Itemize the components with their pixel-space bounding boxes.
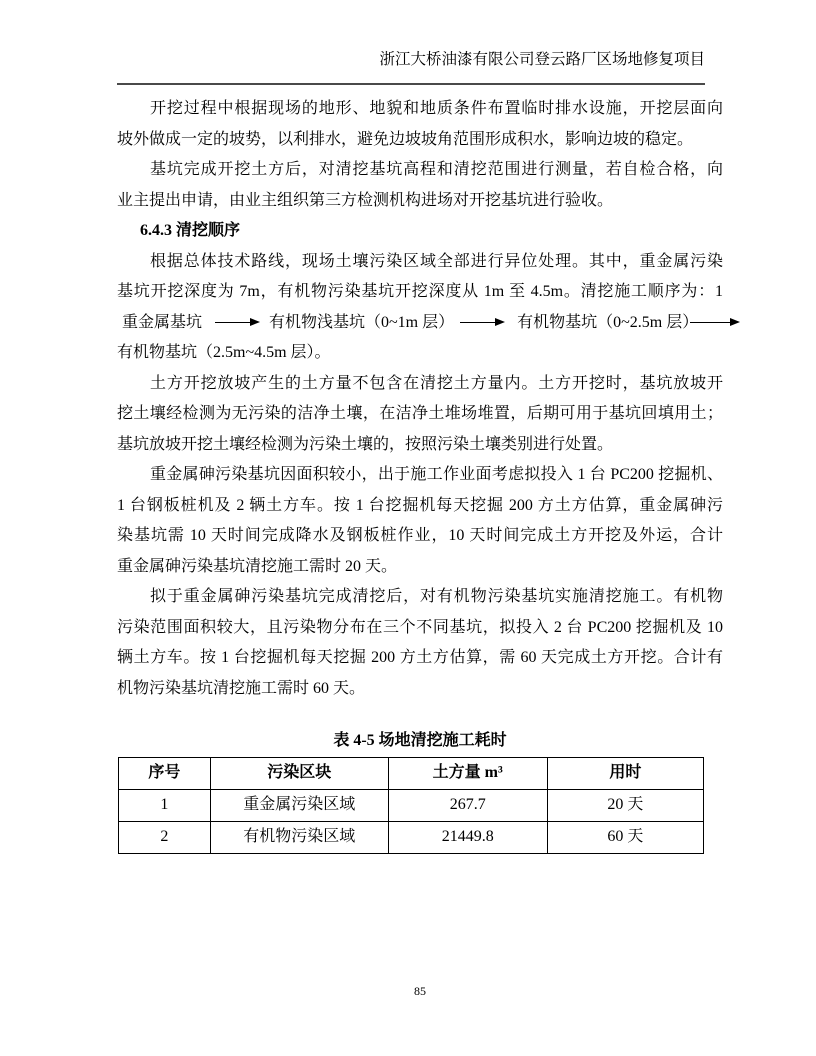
arrow-right-icon bbox=[460, 318, 505, 328]
cell-time: 20 天 bbox=[547, 789, 703, 821]
header-cell-zone: 污染区块 bbox=[210, 757, 388, 789]
text-line: 1 台钢板桩机及 2 辆土方车。按 1 台挖掘机每天挖掘 200 方土方估算，重金属砷污 bbox=[117, 496, 723, 514]
cell-zone: 有机物污染区域 bbox=[210, 821, 388, 853]
text-line: 污染范围面积较大，且污染物分布在三个不同基坑，拟投入 2 台 PC200 挖掘机及 10 bbox=[117, 618, 723, 636]
text-line: 重金属砷污染基坑清挖施工需时 20 天。 bbox=[117, 557, 398, 575]
cell-zone: 重金属污染区域 bbox=[210, 789, 388, 821]
text-line: 基坑完成开挖土方后，对清挖基坑高程和清挖范围进行测量，若自检合格，向 bbox=[150, 161, 723, 178]
text-line: 机物污染基坑清挖施工需时 60 天。 bbox=[117, 679, 366, 697]
cell-time: 60 天 bbox=[547, 821, 703, 853]
cell-index: 2 bbox=[119, 821, 211, 853]
excavation-sequence-flow bbox=[122, 308, 723, 339]
text-line: 土方开挖放坡产生的土方量不包含在清挖土方量内。土方开挖时，基坑放坡开 bbox=[150, 374, 723, 392]
header-cell-volume: 土方量 m³ bbox=[388, 757, 547, 789]
text-line: 开挖过程中根据现场的地形、地貌和地质条件布置临时排水设施，开挖层面向 bbox=[150, 100, 723, 117]
header-cell-time: 用时 bbox=[547, 757, 703, 789]
text-line: 辆土方车。按 1 台挖掘机每天挖掘 200 方土方估算，需 60 天完成土方开挖。合计有 bbox=[117, 649, 723, 666]
text-line: 坡外做成一定的坡势，以利排水，避免边坡坡角范围形成积水，影响边坡的稳定。 bbox=[117, 130, 694, 148]
header-cell-index: 序号 bbox=[119, 757, 211, 789]
text-line: 业主提出申请，由业主组织第三方检测机构进场对开挖基坑进行验收。 bbox=[117, 191, 614, 209]
text-line: 重金属砷污染基坑因面积较小，出于施工作业面考虑拟投入 1 台 PC200 挖掘机、 bbox=[150, 466, 723, 483]
table-caption: 表 4-5 场地清挖施工耗时 bbox=[333, 732, 507, 749]
text-line: 基坑放坡开挖土壤经检测为污染土壤的，按照污染土壤类别进行处置。 bbox=[117, 435, 614, 453]
text-line: 有机物基坑（2.5m~4.5m 层）。 bbox=[117, 344, 331, 361]
text-line: 根据总体技术路线，现场土壤污染区域全部进行异位处理。其中，重金属污染 bbox=[150, 252, 723, 270]
page-number: 85 bbox=[414, 984, 426, 998]
cell-index: 1 bbox=[119, 789, 211, 821]
data-table bbox=[118, 757, 704, 854]
flow-step-organic-pit-0-25: 有机物基坑（0~2.5m 层） bbox=[517, 313, 699, 331]
table-header-row bbox=[119, 757, 704, 789]
table-row bbox=[119, 789, 704, 821]
table-row bbox=[119, 821, 704, 853]
arrow-right-icon bbox=[690, 318, 740, 328]
text-line: 拟于重金属砷污染基坑完成清挖后，对有机物污染基坑实施清挖施工。有机物 bbox=[150, 588, 723, 605]
document-body bbox=[117, 94, 723, 854]
section-heading: 6.4.3 清挖顺序 bbox=[140, 222, 241, 239]
arrow-right-icon bbox=[215, 318, 260, 328]
page-footer bbox=[117, 984, 723, 999]
cell-volume: 21449.8 bbox=[388, 821, 547, 853]
text-line: 染基坑需 10 天时间完成降水及钢板桩作业，10 天时间完成土方开挖及外运，合计 bbox=[117, 527, 723, 544]
text-line: 基坑开挖深度为 7m，有机物污染基坑开挖深度从 1m 至 4.5m。清挖施工顺序为：1 bbox=[117, 283, 723, 300]
text-line: 挖土壤经检测为无污染的洁净土壤，在洁净土堆场堆置，后期可用于基坑回填用土； bbox=[117, 405, 723, 422]
page-header bbox=[117, 50, 705, 85]
flow-step-organic-shallow-pit: 有机物浅基坑（0~1m 层） bbox=[269, 313, 455, 331]
header-title: 浙江大桥油漆有限公司登云路厂区场地修复项目 bbox=[379, 51, 705, 68]
cell-volume: 267.7 bbox=[388, 789, 547, 821]
flow-step-heavy-metal-pit: 重金属基坑 bbox=[122, 313, 203, 331]
